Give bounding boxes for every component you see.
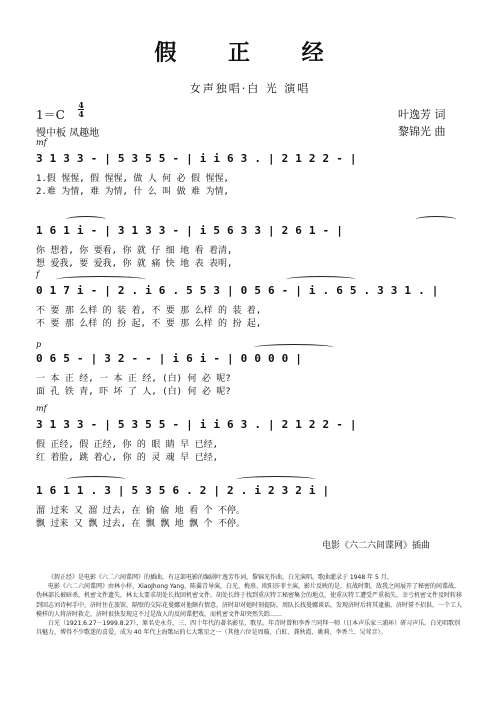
- note-paragraph: 白光（1921.6.27－1999.8.27），原名史永芬，三、四十年代的著名影星，歌星。年青时曾和李香兰同拜一师（日本声乐家三浦环）研习声乐。白光唱歌别具魅力，博得不少歌迷的喜爱，成为 40 年代上海歌坛的七大歌星之一（其他六位是周璇、白虹、龚秋霞、姚莉、李香兰、吴莺音）。: [36, 620, 461, 637]
- score-system-5: [36, 404, 472, 466]
- song-title: 假 正 经: [154, 40, 346, 66]
- tie-slur: [66, 476, 126, 483]
- lyrics-verse-2: 飘 过来 又 飘 过去, 在 飘 飘 地 飘 个 不停。: [36, 519, 246, 529]
- dynamic-marking: mf: [36, 404, 47, 413]
- time-signature-top: 4: [78, 100, 84, 110]
- score-system-2: [36, 212, 472, 274]
- lyrics-verse-1: 假 正经, 假 正经, 你 的 眼 睛 早 已经,: [36, 440, 219, 450]
- lyrics-verse-1: 一 本 正 经, 一 本 正 经, (白) 何 必 呢?: [36, 374, 231, 384]
- composer-credit: 黎锦光 曲: [398, 125, 446, 138]
- score-system-4: [36, 340, 472, 402]
- tie-slur: [416, 216, 456, 223]
- lyrics-verse-1: 1.假 惺惺, 假 惺惺, 做 人 何 必 假 惺惺,: [36, 174, 229, 184]
- score-system-6: [36, 472, 472, 534]
- lyricist-credit: 叶逸芳 词: [398, 108, 446, 121]
- time-signature-bottom: 4: [78, 109, 84, 119]
- note-paragraph: 电影《六二六间谍网》由林小梓、XiaoJhong Yang、陈翼青导演，白光、梅熹、欧阳莎菲主演，影片反映的是，抗战时期，敌我之间展开了秘密的间谍战。伪林部长被暗杀，机密文件遗失，林太太要求胡处长找回机密文件。胡处长终于找到重庆特工秘密集会的地点，使重庆特工遭受严重损失，幸亏机密文件及时转移到回志刘诗柯手中，济时住在旅馆，隔壁的交际花曼娜对他颇有情意，济时却对她时刻提防。周队长找曼娜谈话，发现济时后将其逮捕。济时誓不招供，一个工人模样的人将济时救走，济时很快发现这不过是敌人的反间谍把戏，而机密文件却突然失踪……: [36, 583, 463, 618]
- notation-line: 1 6 1 1 . 3 | 5 3 5 6 . 2 | 2 . i 2 3 2 i |: [36, 484, 330, 497]
- lyrics-verse-2: 面 孔 铁 青, 吓 坏 了 人, (白) 何 必 呢?: [36, 387, 231, 397]
- key-signature: 1＝C: [36, 108, 65, 122]
- tie-slur: [56, 276, 146, 283]
- lyrics-verse-2: 红 着脸, 跳 着心, 你 的 灵 魂 早 已经,: [36, 453, 219, 463]
- dynamic-marking: mf: [36, 138, 47, 147]
- notation-line: 3 1 3 3 - | 5 3 5 5 - | i i 6 3 . | 2 1 2 2 - |: [36, 152, 357, 165]
- tie-slur: [286, 276, 356, 283]
- tempo-marking: 慢中板 凤趣地: [36, 128, 100, 139]
- note-paragraph: 《假正经》是电影《六二六间谍网》的插曲，有这部电影的编剧叶逸芳作词，黎锦光作曲，白光演唱。歌曲灌录于 1948 年 5 月。: [48, 574, 393, 581]
- tie-slur: [66, 216, 106, 223]
- dynamic-marking: f: [36, 270, 39, 279]
- notation-line: 1 6 1 i - | 3 1 3 3 - | i 5 6 3 3 | 2 6 1 - |: [36, 224, 344, 237]
- notation-line: 0 1 7 i - | 2 . i 6 . 5 5 3 | 0 5 6 - | i . 6 5 . 3 3 1 . |: [36, 284, 439, 297]
- score-system-3: [36, 270, 472, 332]
- tie-slur: [254, 344, 334, 351]
- movie-insert-note: 电影《六二六间谍网》插曲: [322, 541, 431, 551]
- lyrics-verse-1: 你 想着, 你 要看, 你 就 仔 细 地 看 着清,: [36, 246, 233, 256]
- tie-slur: [236, 476, 316, 483]
- score-system-1: [36, 138, 472, 200]
- song-subtitle: 女声独唱·白 光 演唱: [189, 82, 311, 95]
- time-signature: [78, 101, 84, 118]
- dynamic-marking: p: [36, 340, 42, 349]
- lyrics-verse-2: 不 要 那 么样 的 扮 起, 不 要 那 么样 的 扮 起,: [36, 319, 262, 329]
- notation-line: 3 1 3 3 - | 5 3 5 5 - | i i 6 3 . | 2 1 2 2 - |: [36, 418, 357, 431]
- lyrics-verse-1: 溜 过来 又 溜 过去, 在 偷 偷 地 看 个 不停。: [36, 506, 246, 516]
- notation-line: 0 6 5 - | 3 2 - - | i 6 i - | 0 0 0 0 |: [36, 352, 303, 365]
- lyrics-verse-2: 想 爱我, 要 爱我, 你 就 痛 快 地 表 表明,: [36, 259, 233, 269]
- lyrics-verse-1: 不 要 那 么样 的 装 着, 不 要 那 么样 的 装 着,: [36, 306, 262, 316]
- lyrics-verse-2: 2.难 为情, 难 为情, 什 么 叫 做 难 为情,: [36, 187, 229, 197]
- notes-section: [36, 573, 464, 637]
